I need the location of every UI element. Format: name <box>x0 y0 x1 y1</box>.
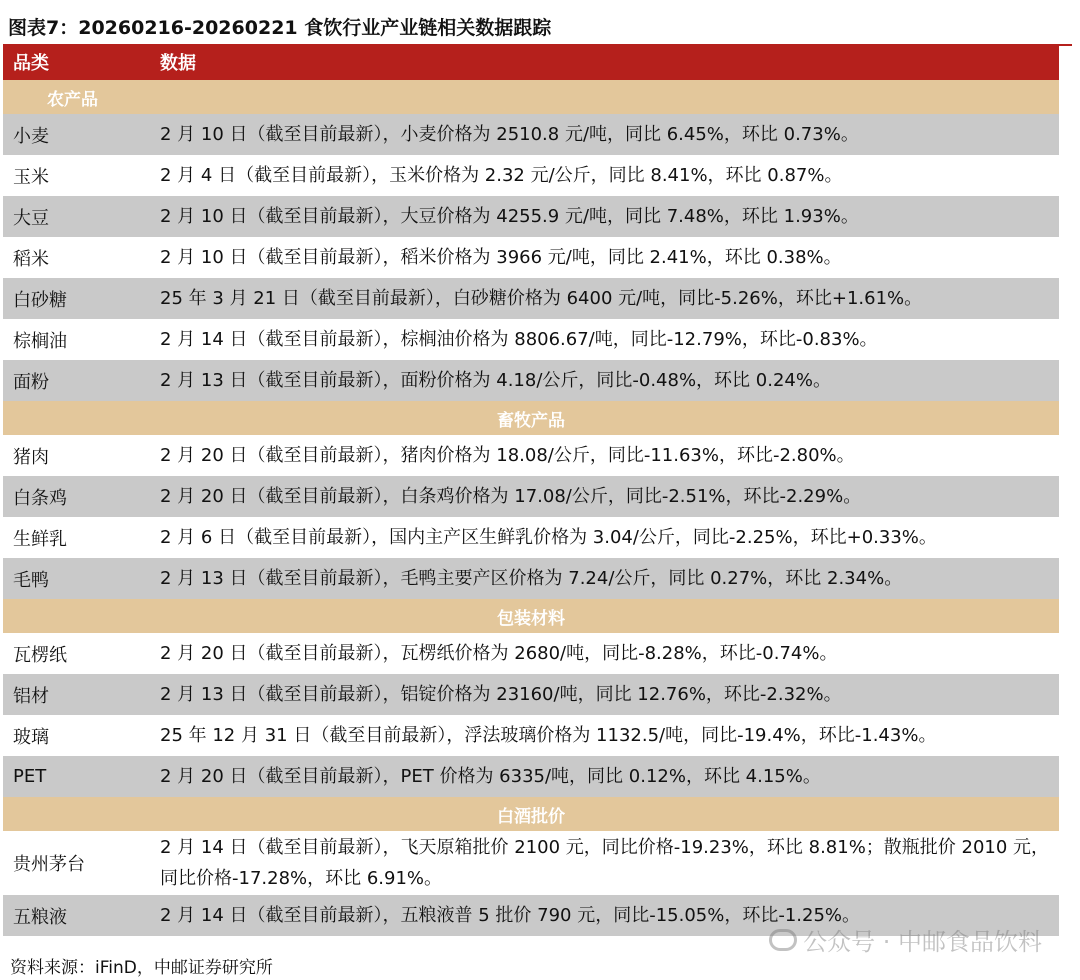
row-category: 稻米 <box>13 248 49 270</box>
table-header <box>3 44 1059 80</box>
table-row <box>3 278 1059 319</box>
row-category: 贵州茅台 <box>13 854 85 875</box>
header-data: 数据 <box>160 53 196 74</box>
row-category: 面粉 <box>13 371 49 393</box>
row-category: 白砂糖 <box>13 289 67 311</box>
row-data: 2 月 13 日（截至目前最新），面粉价格为 4.18/公斤，同比-0.48%，环比 0.24%。 <box>160 370 831 391</box>
row-category: 五粮液 <box>13 906 67 928</box>
figure-title: 图表7：20260216-20260221 食饮行业产业链相关数据跟踪 <box>8 16 552 39</box>
row-data: 2 月 10 日（截至目前最新），小麦价格为 2510.8 元/吨，同比 6.45%，环比 0.73%。 <box>160 124 859 145</box>
row-category: 玻璃 <box>13 726 49 748</box>
table-row <box>3 237 1059 278</box>
row-data: 2 月 14 日（截至目前最新），五粮液普 5 批价 790 元，同比-15.05%，环比-1.25%。 <box>160 905 861 926</box>
section-livestock: 畜牧产品 <box>3 401 1059 435</box>
row-category: 毛鸭 <box>13 569 49 591</box>
row-category: 瓦楞纸 <box>13 644 67 666</box>
table-row <box>3 674 1059 715</box>
row-data: 2 月 6 日（截至目前最新），国内主产区生鲜乳价格为 3.04/公斤，同比-2.25%，环比+0.33%。 <box>160 527 937 548</box>
table-row <box>3 558 1059 599</box>
row-data: 2 月 10 日（截至目前最新），大豆价格为 4255.9 元/吨，同比 7.48%，环比 1.93%。 <box>160 206 859 227</box>
table-row <box>3 756 1059 797</box>
table-row <box>3 517 1059 558</box>
watermark-text: 公众号 · 中邮食品饮料 <box>803 928 1042 956</box>
table-row <box>3 155 1059 196</box>
section-agricultural: 农产品 <box>3 80 1059 114</box>
watermark <box>769 922 1042 957</box>
table-row <box>3 633 1059 674</box>
row-data: 2 月 14 日（截至目前最新），飞天原箱批价 2100 元，同比价格-19.23%，环比 8.81%；散瓶批价 2010 元，同比价格-17.28%，环比 6.91%。 <box>160 837 1050 889</box>
table-row <box>3 114 1059 155</box>
row-data: 2 月 20 日（截至目前最新），PET 价格为 6335/吨，同比 0.12%，环比 4.15%。 <box>160 766 821 787</box>
row-data: 2 月 13 日（截至目前最新），铝锭价格为 23160/吨，同比 12.76%，环比-2.32%。 <box>160 684 842 705</box>
row-data: 25 年 12 月 31 日（截至目前最新），浮法玻璃价格为 1132.5/吨，同比-19.4%，环比-1.43%。 <box>160 725 937 746</box>
row-category: 小麦 <box>13 125 49 147</box>
table-row <box>3 435 1059 476</box>
table-row <box>3 476 1059 517</box>
row-category: 大豆 <box>13 207 49 229</box>
row-category: 猪肉 <box>13 446 49 468</box>
table-row <box>3 196 1059 237</box>
row-data: 25 年 3 月 21 日（截至目前最新），白砂糖价格为 6400 元/吨，同比-5.26%，环比+1.61%。 <box>160 288 923 309</box>
row-data: 2 月 10 日（截至目前最新），稻米价格为 3966 元/吨，同比 2.41%，环比 0.38%。 <box>160 247 842 268</box>
data-table <box>3 44 1059 936</box>
row-data: 2 月 14 日（截至目前最新），棕榈油价格为 8806.67/吨，同比-12.79%，环比-0.83%。 <box>160 329 878 350</box>
table-row <box>3 715 1059 756</box>
table-row <box>3 831 1059 895</box>
row-category: 玉米 <box>13 166 49 188</box>
table-row <box>3 360 1059 401</box>
row-data: 2 月 20 日（截至目前最新），瓦楞纸价格为 2680/吨，同比-8.28%，环比-0.74%。 <box>160 643 838 664</box>
row-category: 白条鸡 <box>13 487 67 509</box>
row-category: PET <box>13 766 47 787</box>
figure-title-bar <box>8 8 1072 46</box>
row-data: 2 月 4 日（截至目前最新），玉米价格为 2.32 元/公斤，同比 8.41%，环比 0.87%。 <box>160 165 843 186</box>
section-packaging: 包装材料 <box>3 599 1059 633</box>
row-data: 2 月 13 日（截至目前最新），毛鸭主要产区价格为 7.24/公斤，同比 0.27%，环比 2.34%。 <box>160 568 903 589</box>
wechat-icon <box>769 929 797 951</box>
source-note: 资料来源：iFinD，中邮证券研究所 <box>10 958 273 978</box>
section-baijiu: 白酒批价 <box>3 797 1059 831</box>
header-category: 品类 <box>13 53 49 74</box>
row-category: 棕榈油 <box>13 330 67 352</box>
row-category: 生鲜乳 <box>13 528 67 550</box>
row-category: 铝材 <box>13 685 49 707</box>
row-data: 2 月 20 日（截至目前最新），猪肉价格为 18.08/公斤，同比-11.63%，环比-2.80%。 <box>160 445 855 466</box>
table-row <box>3 319 1059 360</box>
row-data: 2 月 20 日（截至目前最新），白条鸡价格为 17.08/公斤，同比-2.51%，环比-2.29%。 <box>160 486 862 507</box>
